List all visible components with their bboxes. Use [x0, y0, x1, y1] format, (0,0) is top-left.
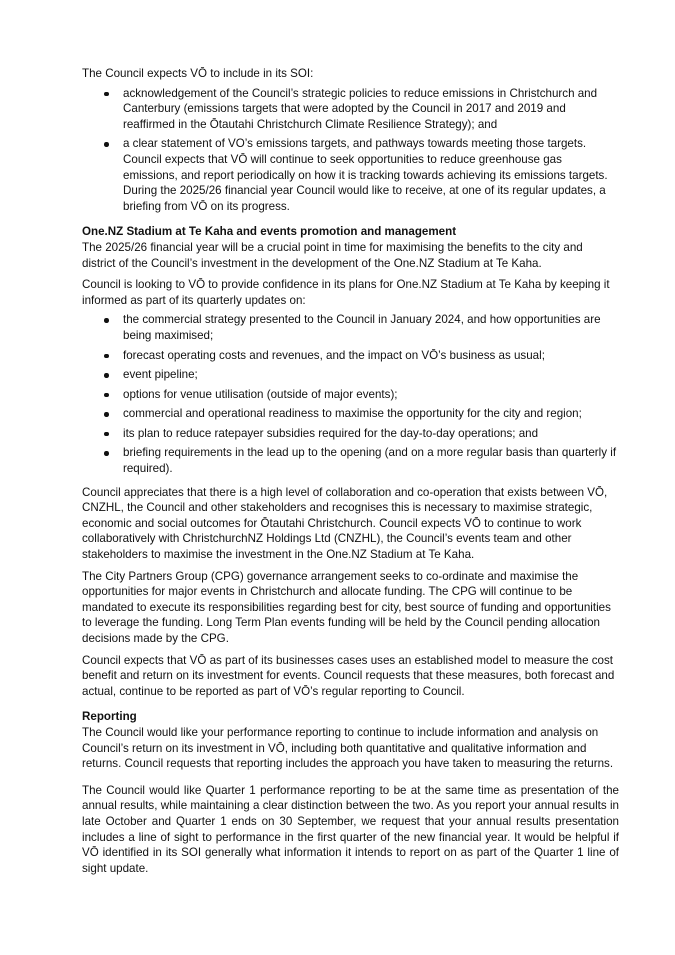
list-item	[82, 406, 619, 422]
list-item-text: forecast operating costs and revenues, and the impact on VŌ’s business as usual;	[123, 348, 545, 362]
stadium-heading: One.NZ Stadium at Te Kaha and events promotion and management	[82, 225, 457, 239]
bullet-icon	[104, 393, 109, 398]
list-item	[82, 367, 619, 383]
list-item	[82, 387, 619, 403]
bullet-icon	[104, 318, 109, 323]
list-item	[82, 86, 619, 133]
stadium-paragraph-5: Council expects that VŌ as part of its businesses cases uses an established model to measure the cost benefit and return on its investment for events. Council requests that these measures, both forecast and actual, continue to be reported as part of VŌ’s regular reporting to Council.	[82, 653, 615, 698]
list-item-text: event pipeline;	[123, 368, 198, 382]
soi-intro: The Council expects VŌ to include in its SOI:	[82, 67, 314, 80]
list-item-text: commercial and operational readiness to maximise the opportunity for the city and region;	[123, 407, 582, 421]
list-item-text: acknowledgement of the Council’s strategic policies to reduce emissions in Christchurch and Canterbury (emissions targets that were adopted by the Council in 2017 and 2019 and reaffirmed in the Ōtautahi Christchurch Climate Resilience Strategy); and	[123, 86, 598, 131]
reporting-paragraph-2: The Council would like Quarter 1 performance reporting to be at the same time as presentation of the annual results, while maintaining a clear distinction between the two. As you report your annual results in late October and Quarter 1 ends on 30 September, we request that your annual results presentation includes a line of sight to performance in the first quarter of the new financial year. It would be helpful if VŌ identified in its SOI generally what information it intends to report on as part of the Quarter 1 line of sight update.	[82, 783, 619, 875]
bullet-icon	[104, 412, 109, 417]
list-item-text: a clear statement of VO’s emissions targets, and pathways towards meeting those targets. Council expects that VŌ will continue to seek opportunities to reduce greenhouse gas emissions, and report periodically on how it is tracking towards achieving its emissions targets. During the 2025/26 financial year Council would like to receive, at one of its regular updates, a briefing from VŌ on its progress.	[123, 137, 608, 213]
stadium-paragraph-2: Council is looking to VŌ to provide confidence in its plans for One.NZ Stadium at Te Kaha by keeping it informed as part of its quarterly updates on:	[82, 278, 610, 307]
bullet-icon	[104, 373, 109, 378]
soi-bullet-list	[82, 86, 619, 215]
reporting-heading: Reporting	[82, 710, 137, 724]
reporting-paragraph-1: The Council would like your performance reporting to continue to include information and analysis on Council’s return on its investment in VŌ, including both quantitative and qualitative information and returns. Council requests that reporting includes the approach you have taken to measuring the returns.	[82, 725, 614, 771]
bullet-icon	[104, 354, 109, 359]
list-item-text: its plan to reduce ratepayer subsidies required for the day-to-day operations; and	[123, 426, 539, 440]
list-item-text: options for venue utilisation (outside of major events);	[123, 387, 398, 401]
list-item	[82, 445, 619, 476]
list-item	[82, 348, 619, 364]
stadium-paragraph-4: The City Partners Group (CPG) governance arrangement seeks to co-ordinate and maximise the opportunities for major events in Christchurch and allocate funding. The CPG will continue to be mandated to execute its responsibilities regarding best for city, best source of funding and opportunities to leverage the funding. Long Term Plan events funding will be held by the Council pending allocation decisions made by the CPG.	[82, 569, 611, 645]
list-item	[82, 312, 619, 343]
list-item	[82, 136, 619, 214]
bullet-icon	[104, 142, 109, 147]
stadium-bullet-list	[82, 312, 619, 476]
stadium-paragraph-1: The 2025/26 financial year will be a crucial point in time for maximising the benefits to the city and district of the Council’s investment in the development of the One.NZ Stadium at Te Kaha.	[82, 240, 583, 270]
bullet-icon	[104, 451, 109, 456]
list-item	[82, 426, 619, 442]
bullet-icon	[104, 92, 109, 97]
list-item-text: briefing requirements in the lead up to the opening (and on a more regular basis than quarterly if required).	[123, 446, 617, 476]
stadium-paragraph-3: Council appreciates that there is a high level of collaboration and co-operation that exists between VŌ, CNZHL, the Council and other stakeholders and recognises this is necessary to maximise strategic, economic and social outcomes for Ōtautahi Christchurch. Council expects VŌ to continue to work collaboratively with ChristchurchNZ Holdings Ltd (CNZHL), the Council’s events team and other stakeholders to maximise the investment in the One.NZ Stadium at Te Kaha.	[82, 485, 608, 562]
list-item-text: the commercial strategy presented to the Council in January 2024, and how opportunities are being maximised;	[123, 313, 601, 342]
bullet-icon	[104, 432, 109, 437]
